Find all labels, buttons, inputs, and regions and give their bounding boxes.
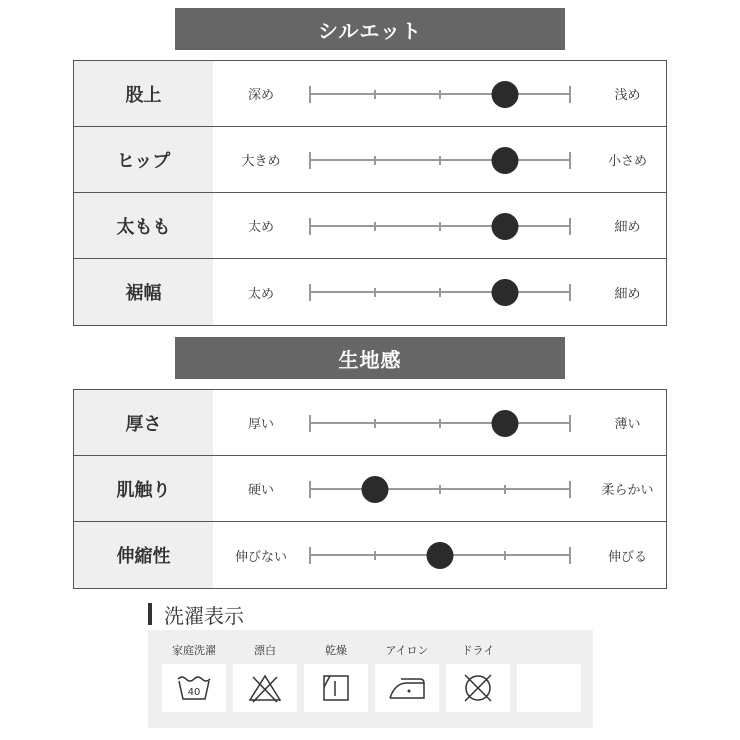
rating-scale <box>310 415 570 431</box>
washing-header <box>148 600 244 628</box>
fabric-title: 生地感 <box>338 347 402 372</box>
scale-tick <box>439 485 441 494</box>
care-label: 乾燥 <box>325 644 347 657</box>
scale-left-label: 太め <box>247 286 274 302</box>
table-row <box>74 390 666 456</box>
table-row <box>74 193 666 259</box>
scale-tick <box>569 547 571 564</box>
rating-scale <box>310 481 570 497</box>
scale-left-label: 大きめ <box>241 154 281 169</box>
scale-tick <box>569 481 571 498</box>
rating-scale <box>310 218 570 234</box>
scale-left-label: 硬い <box>247 483 274 498</box>
scale-tick <box>569 86 571 103</box>
scale-left-label: 深め <box>247 88 274 103</box>
care-item <box>162 630 226 728</box>
care-label: ドライ <box>461 644 495 657</box>
care-label: 漂白 <box>254 644 276 657</box>
scale-tick <box>569 152 571 169</box>
care-item <box>375 630 439 728</box>
scale-marker <box>492 147 519 174</box>
scale-tick <box>374 419 376 428</box>
silhouette-title: シルエット <box>317 18 423 43</box>
row-label: 裾幅 <box>74 259 213 325</box>
care-label: アイロン <box>385 644 429 657</box>
row-label: 肌触り <box>74 456 213 521</box>
rating-scale <box>310 152 570 168</box>
scale-right-label: 細め <box>614 220 641 235</box>
row-label: 太もも <box>74 193 213 258</box>
scale-tick <box>309 152 311 169</box>
scale-marker <box>492 410 519 437</box>
scale-left-label: 太め <box>247 220 274 235</box>
no-dry-clean-icon <box>446 664 510 712</box>
scale-right-label: 柔らかい <box>601 483 654 498</box>
table-row <box>74 522 666 588</box>
rating-scale <box>310 284 570 300</box>
table-row <box>74 61 666 127</box>
scale-right-label: 細め <box>614 286 641 302</box>
scale-tick <box>439 90 441 99</box>
scale-right-label: 伸びる <box>607 549 647 565</box>
scale-right-label: 薄い <box>614 417 641 432</box>
rating-scale <box>310 547 570 563</box>
scale-tick <box>439 419 441 428</box>
care-item <box>233 630 297 728</box>
scale-marker <box>492 279 519 306</box>
scale-tick <box>439 222 441 231</box>
scale-left-label: 厚い <box>247 417 274 432</box>
scale-tick <box>374 288 376 297</box>
washing-title: 洗濯表示 <box>164 603 244 628</box>
scale-tick <box>374 156 376 165</box>
care-label: 家庭洗濯 <box>172 644 216 657</box>
scale-tick <box>309 284 311 301</box>
silhouette-header <box>175 8 565 50</box>
scale-tick <box>309 86 311 103</box>
silhouette-table <box>73 60 667 326</box>
scale-tick <box>569 218 571 235</box>
fabric-header <box>175 337 565 379</box>
scale-tick <box>309 481 311 498</box>
scale-tick <box>374 90 376 99</box>
scale-tick <box>309 415 311 432</box>
wash-temp: 40 <box>187 687 201 698</box>
care-item <box>304 630 368 728</box>
row-label: 股上 <box>74 61 213 126</box>
scale-tick <box>439 288 441 297</box>
scale-tick <box>439 156 441 165</box>
scale-marker <box>427 542 454 569</box>
scale-right-label: 浅め <box>614 88 641 103</box>
scale-tick <box>504 551 506 560</box>
scale-left-label: 伸びない <box>234 549 287 565</box>
scale-tick <box>374 222 376 231</box>
scale-tick <box>309 218 311 235</box>
table-row <box>74 127 666 193</box>
scale-tick <box>309 547 311 564</box>
scale-tick <box>504 485 506 494</box>
table-row <box>74 456 666 522</box>
scale-tick <box>569 284 571 301</box>
wash-tub-40-icon <box>162 664 226 712</box>
washing-panel <box>148 630 593 728</box>
scale-marker <box>492 81 519 108</box>
header-bar <box>148 603 152 625</box>
scale-tick <box>569 415 571 432</box>
no-bleach-icon <box>233 664 297 712</box>
iron-icon <box>375 664 439 712</box>
care-item <box>517 630 581 728</box>
scale-right-label: 小さめ <box>607 154 647 169</box>
fabric-table <box>73 389 667 589</box>
row-label: 伸縮性 <box>74 522 213 588</box>
care-item <box>446 630 510 728</box>
line-dry-icon <box>304 664 368 712</box>
row-label: ヒップ <box>74 127 213 192</box>
scale-marker <box>362 476 389 503</box>
scale-marker <box>492 213 519 240</box>
table-row <box>74 259 666 325</box>
rating-scale <box>310 86 570 102</box>
empty-care-slot <box>517 664 581 712</box>
row-label: 厚さ <box>74 390 213 455</box>
scale-tick <box>374 551 376 560</box>
